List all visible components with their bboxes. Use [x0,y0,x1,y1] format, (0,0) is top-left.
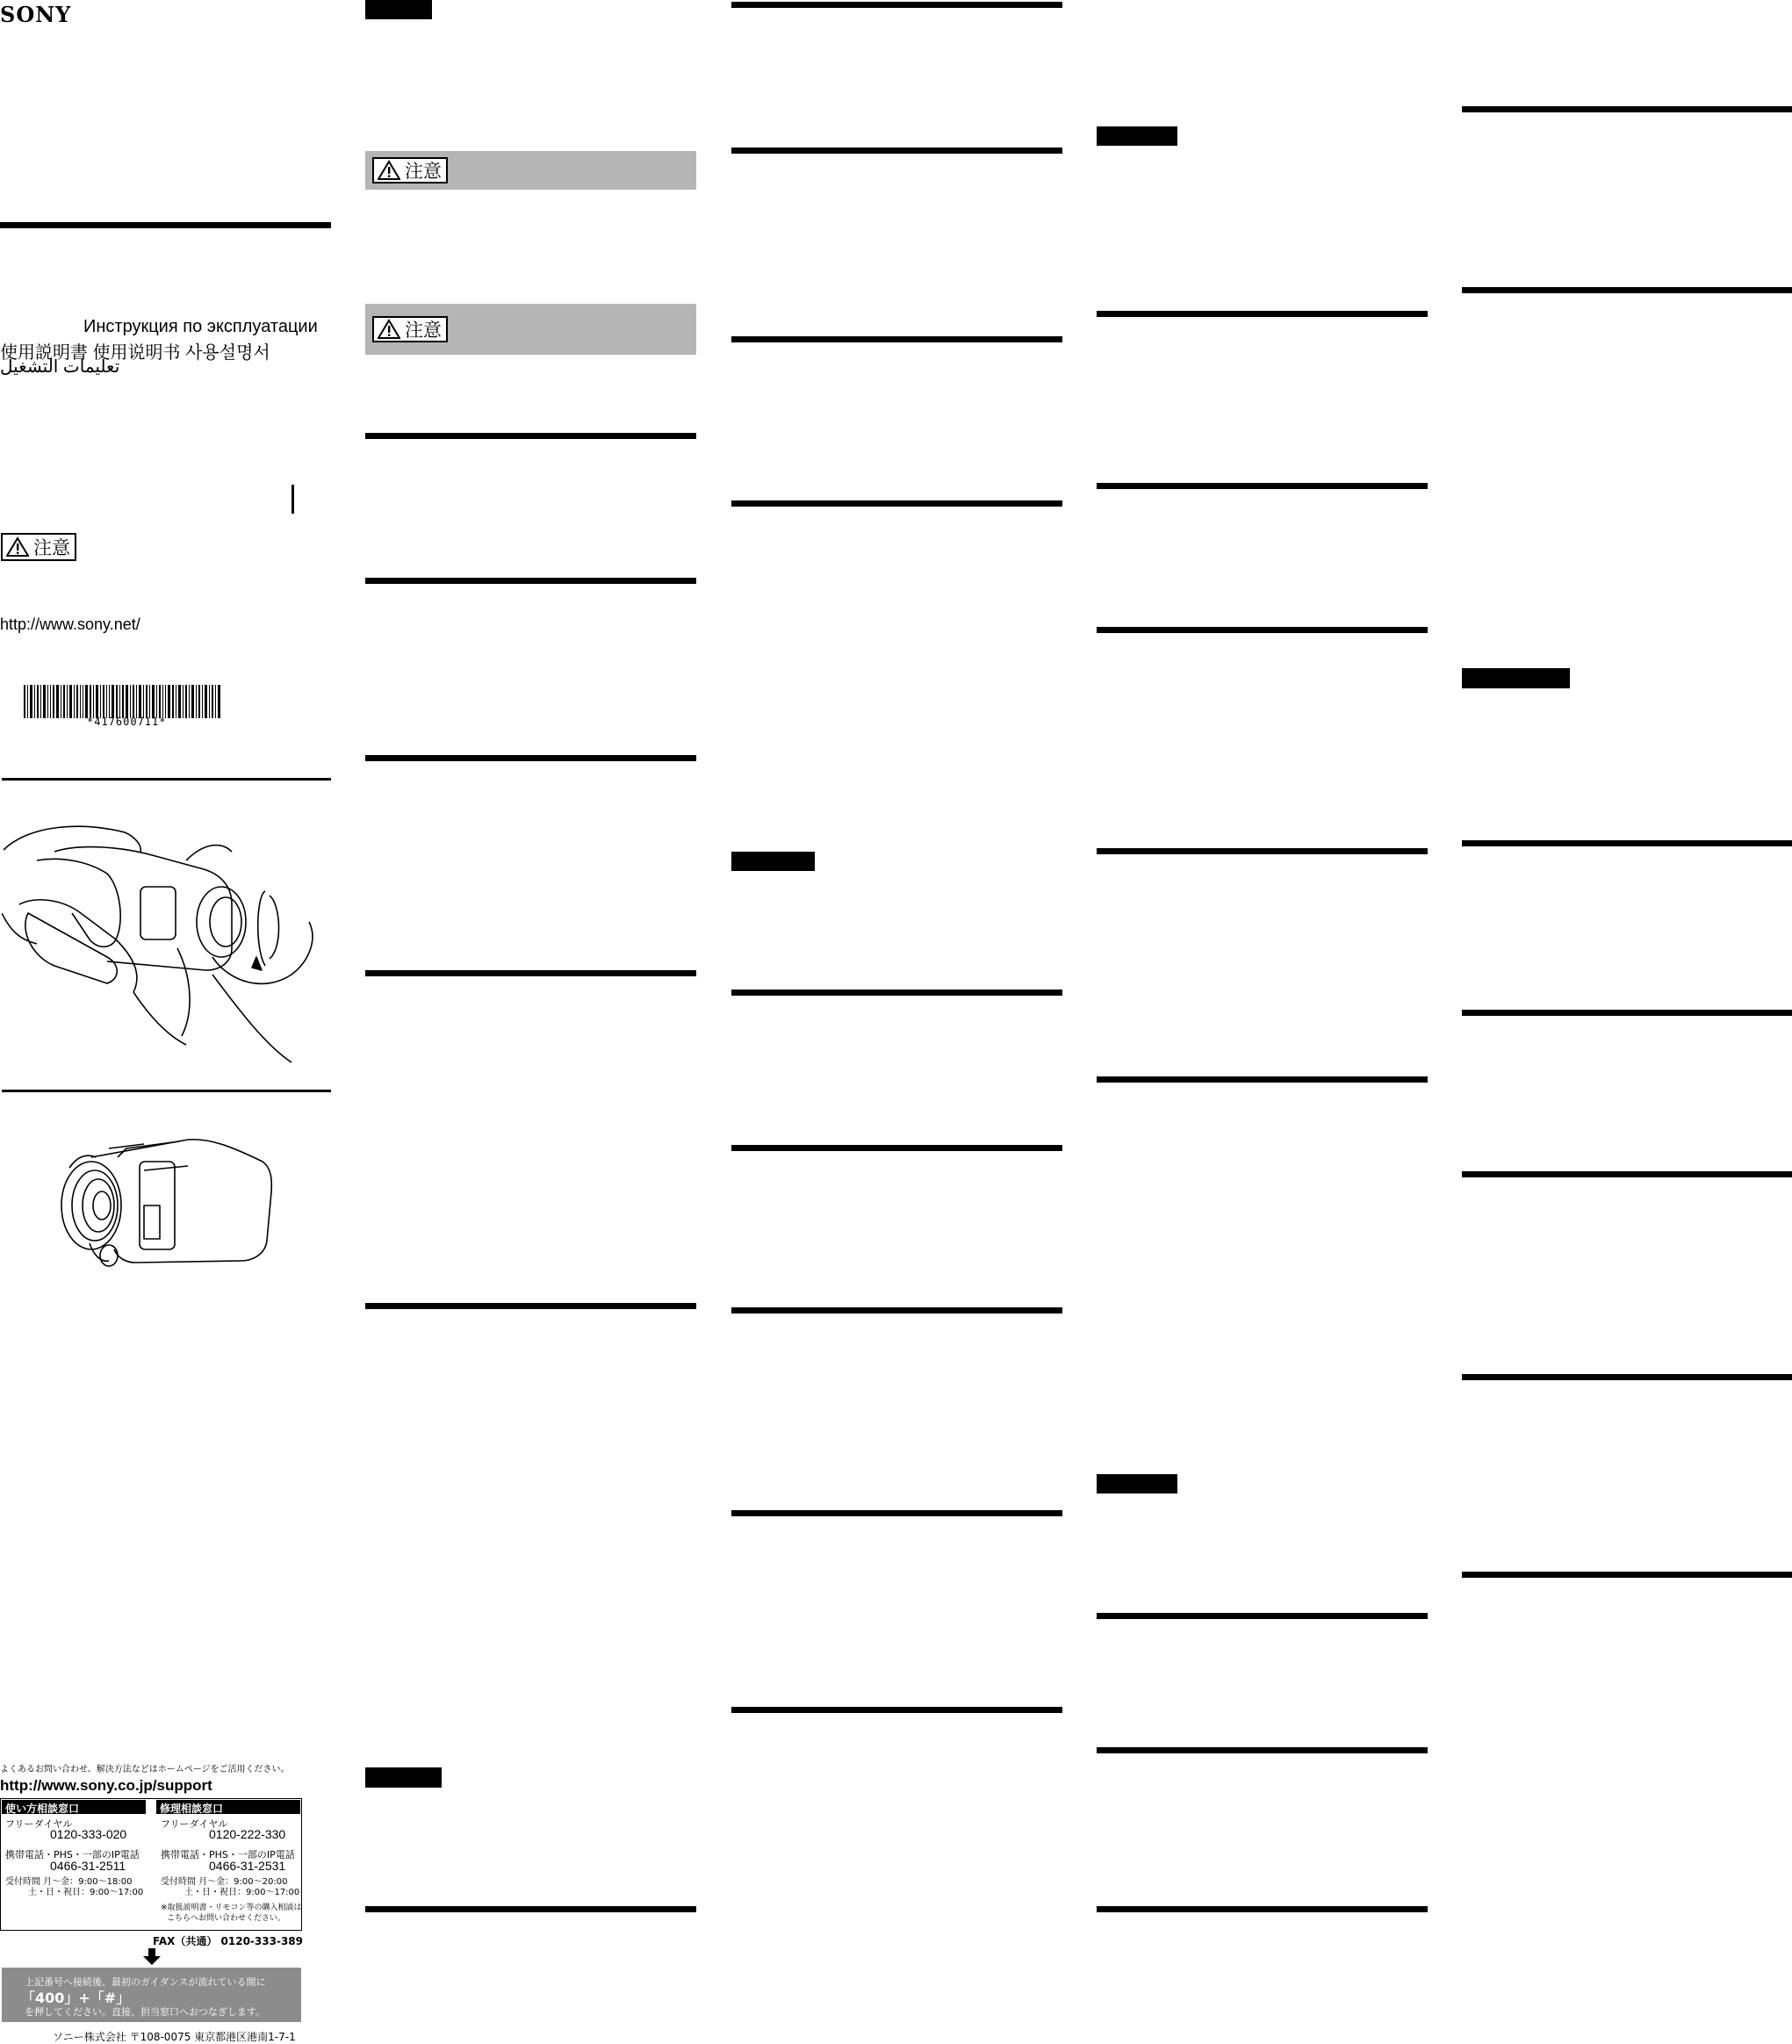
col3-rule-1 [731,2,1062,8]
col2-caution-box-2 [372,316,448,342]
col4-rule-1 [1097,311,1428,317]
right-hours-line2: 土・日・祝日：9:00〜17:00 [184,1888,300,1897]
support-left-header: 使い方相談窓口 [2,1800,146,1814]
support-gray-line2: 「400」+「#」 [21,1990,131,2006]
sony-logo: SONY [0,2,72,27]
col5-rule-6 [1462,1374,1792,1380]
left-hours-line2: 土・日・祝日：9:00〜17:00 [28,1888,144,1897]
support-footer: ソニー株式会社 〒108-0075 東京都港区港南1-7-1 [53,2031,296,2043]
down-arrow-icon [142,1948,162,1969]
col3-rule-9 [731,1707,1062,1713]
left-free-dial-number: 0120-333-020 [50,1827,127,1841]
col2-rule-1 [365,433,696,439]
col3-heading-block-1 [731,852,815,871]
col2-rule-2 [365,578,696,584]
col2-heading-block-2 [365,1767,442,1788]
col2-rule-6 [365,1906,696,1912]
camcorder-lens-attach-illustration [2,808,328,1071]
col3-rule-8 [731,1510,1062,1516]
left-mobile-label: 携帯電話・PHS・一部のIP電話 [5,1849,140,1860]
caution-label: 注意 [405,320,442,341]
warning-icon [6,536,29,558]
barcode [24,685,221,718]
col5-rule-2 [1462,287,1792,293]
col4-rule-6 [1097,1613,1428,1619]
col4-heading-block-1 [1097,126,1177,146]
col3-rule-7 [731,1307,1062,1313]
right-free-dial-label: フリーダイヤル [161,1818,228,1830]
col4-rule-3 [1097,627,1428,633]
col5-rule-7 [1462,1572,1792,1578]
col4-rule-2 [1097,483,1428,489]
camcorder-illustration [56,1131,276,1271]
right-free-dial-number: 0120-222-330 [209,1827,286,1841]
cover-top-rule [0,222,331,228]
support-fax: FAX（共通） 0120-333-389 [153,1935,303,1947]
support-right-header: 修理相談窓口 [156,1800,300,1814]
right-note-line2: こちらへお問い合わせください。 [167,1914,286,1923]
col5-heading-block-1 [1462,668,1570,688]
right-mobile-number: 0466-31-2531 [209,1859,286,1873]
warning-icon [378,319,400,340]
col4-rule-7 [1097,1747,1428,1753]
title-arabic: تعليمات التشغيل [0,357,120,377]
col3-rule-2 [731,148,1062,154]
col2-caution-box-1 [372,157,448,184]
col5-rule-3 [1462,840,1792,846]
sony-url[interactable]: http://www.sony.net/ [0,615,140,633]
left-mobile-number: 0466-31-2511 [50,1859,126,1873]
title-russian: Инструкция по эксплуатации [83,317,318,336]
support-gray-line1: 上記番号へ接続後、最初のガイダンスが流れている間に [25,1976,266,1988]
barcode-number: *417600711* [87,716,167,728]
left-hours-line1: 受付時間 月〜金：9:00〜18:00 [5,1877,133,1887]
col5-rule-1 [1462,106,1792,112]
left-free-dial-label: フリーダイヤル [5,1818,73,1830]
col3-rule-6 [731,1145,1062,1151]
col5-rule-4 [1462,1010,1792,1016]
cover-vertical-mark [291,485,294,514]
support-intro: よくあるお問い合わせ、解決方法などはホームページをご活用ください。 [0,1765,290,1774]
col3-rule-3 [731,336,1062,342]
col4-heading-block-2 [1097,1474,1177,1493]
support-url[interactable]: http://www.sony.co.jp/support [0,1777,212,1794]
cover-rule-2 [2,778,331,781]
caution-label: 注意 [33,537,70,558]
col2-rule-5 [365,1303,696,1309]
col2-heading-block-1 [365,0,432,19]
cover-rule-3 [2,1090,331,1092]
right-note-line1: ※取扱説明書・リモコン等の購入相談は [161,1904,302,1912]
warning-icon [378,160,400,181]
cover-caution-box [1,533,76,561]
col3-rule-5 [731,990,1062,996]
right-hours-line1: 受付時間 月〜金：9:00〜20:00 [161,1877,288,1887]
col4-rule-8 [1097,1906,1428,1912]
caution-label: 注意 [405,161,442,182]
right-mobile-label: 携帯電話・PHS・一部のIP電話 [161,1849,295,1860]
title-cjk: 使用説明書 使用说明书 사용설명서 [0,343,270,363]
col4-rule-4 [1097,848,1428,854]
col4-rule-5 [1097,1076,1428,1083]
col5-rule-5 [1462,1171,1792,1177]
col2-rule-4 [365,970,696,976]
support-gray-line3: を押してください。直接、担当窓口へおつなぎします。 [25,2006,266,2018]
col3-rule-4 [731,500,1062,507]
col2-rule-3 [365,755,696,761]
